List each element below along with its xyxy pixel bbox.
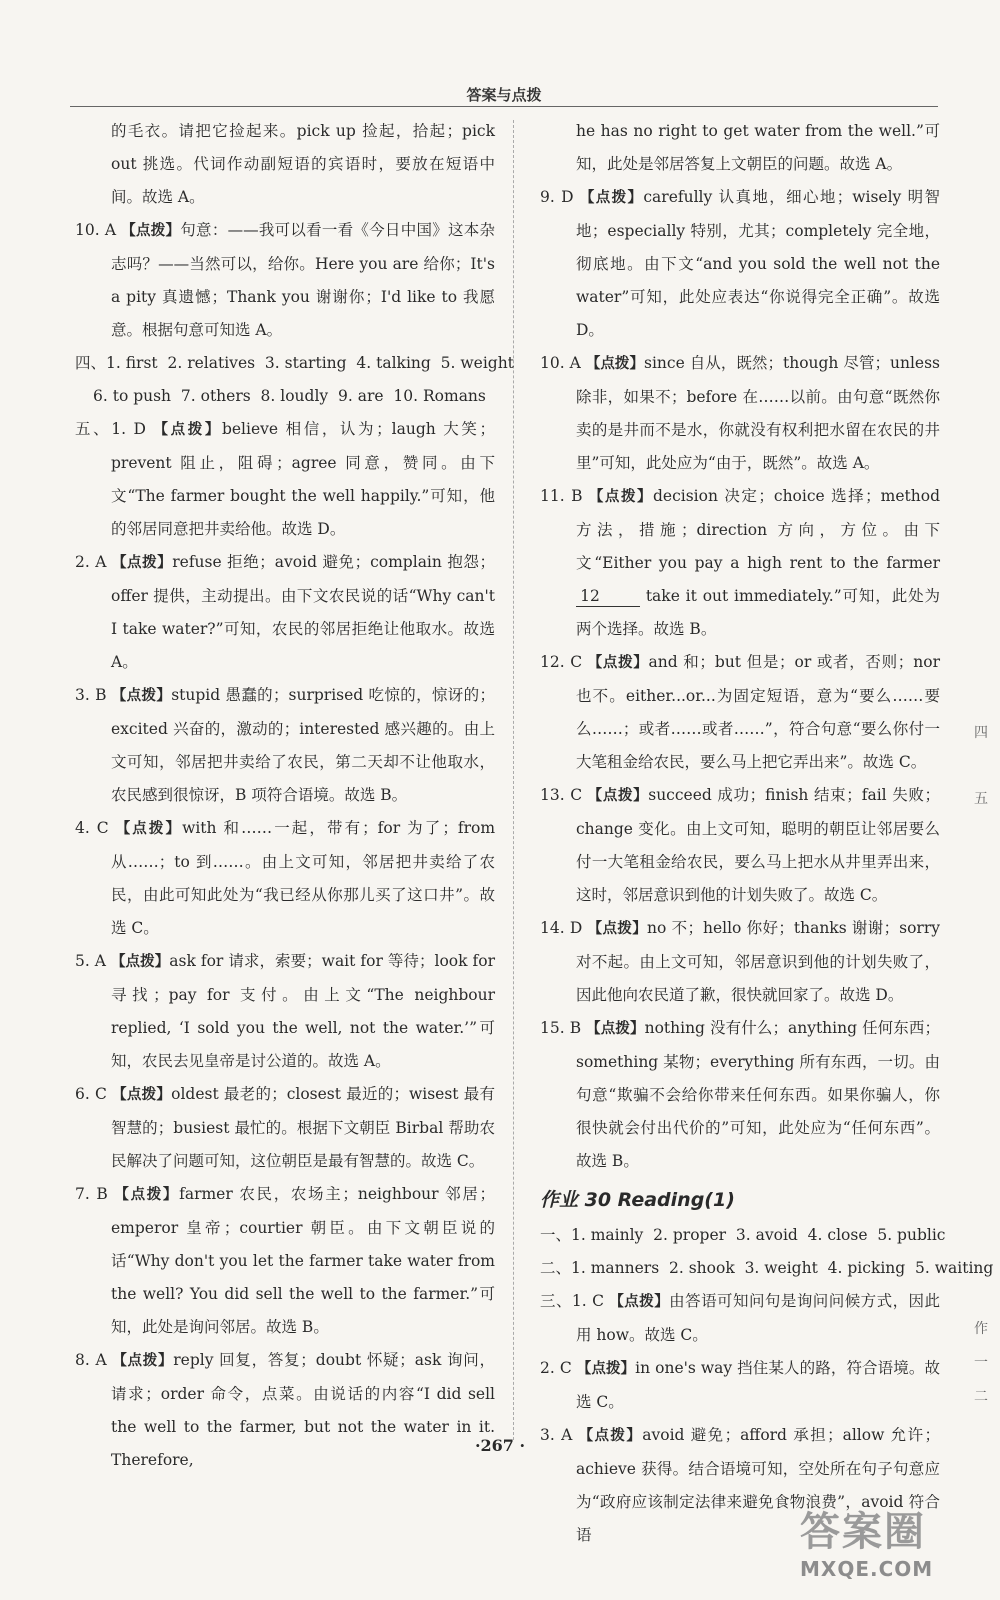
hint-tag: 【点拨】 [112, 1353, 174, 1369]
hint-tag: 【点拨】 [112, 1087, 172, 1103]
section-four-line-2: 6. to push 7. others 8. loudly 9. are 10. Romans [93, 387, 486, 405]
edge-char: 二 [974, 1389, 988, 1405]
answer-text-continued: take it out immediately.”可知，此处为两个选择。故选 B。 [576, 587, 940, 638]
answer-text: 由答语可知问句是询问问候方式，因此用 how。故选 C。 [576, 1292, 940, 1344]
answer-number: 6. C [75, 1085, 107, 1103]
answer-number: 9. D [540, 188, 574, 206]
answer-number: 8. A [75, 1351, 107, 1369]
section-one-line: 一、1. mainly 2. proper 3. avoid 4. close 5. public [540, 1226, 946, 1244]
hint-tag: 【点拨】 [111, 555, 173, 571]
right-column [540, 115, 994, 1552]
hint-tag: 【点拨】 [578, 1428, 643, 1444]
answer-number: 5. A [75, 952, 106, 970]
hint-tag: 【点拨】 [585, 356, 645, 372]
answer-number: 14. D [540, 919, 583, 937]
answer-text: decision 决定；choice 选择；method 方法，措施；direction 方向，方位。由下文“Either you pay a high rent to the farmer [576, 487, 940, 572]
answer-item [540, 1285, 940, 1352]
answer-item [540, 347, 940, 480]
edge-char: 四 [974, 725, 988, 741]
answer-text: believe 相信，认为；laugh 大笑；prevent 阻止，阻碍；agree 同意，赞同。由下文“The farmer bought the well happily.”可知，他的邻居同意把井卖给他。故选 D。 [111, 420, 495, 538]
answer-text: 句意：——我可以看一看《今日中国》这本杂志吗？——当然可以，给你。Here you are 给你；It's a pity 真遗憾；Thank you 谢谢你；I'd like to 我愿意。根据句意可知选 A。 [111, 221, 495, 339]
hint-tag: 【点拨】 [111, 688, 172, 704]
section-four-line-1: 四、1. first 2. relatives 3. starting 4. talking 5. weight [75, 354, 514, 372]
answer-text: oldest 最老的；closest 最近的；wisest 最有智慧的；busiest 最忙的。根据下文朝臣 Birbal 帮助农民解决了问题可知，这位朝臣是最有智慧的。故选 C。 [111, 1085, 496, 1170]
answer-number: 五、1. D [75, 420, 146, 438]
column-divider [513, 120, 515, 1440]
edge-char: 作 [974, 1321, 988, 1337]
answer-text: and 和；but 但是；or 或者，否则；nor 也不。either...or...为固定短语，意为“要么……要么……；或者……或者……”，符合句意“要么你付一大笔租金给农民，要么马上把它弄出来”。故选 C。 [576, 653, 940, 771]
answer-number: 11. B [540, 487, 583, 505]
edge-char: 五 [974, 791, 988, 807]
hint-tag: 【点拨】 [587, 921, 648, 937]
watermark-top: 答案圈 [800, 1509, 926, 1555]
answer-item [540, 912, 940, 1012]
answer-text: in one's way 挡住某人的路，符合语境。故选 C。 [576, 1359, 940, 1411]
answer-item [75, 1078, 495, 1178]
answer-item [540, 1352, 940, 1419]
answer-number: 12. C [540, 653, 583, 671]
answer-text: succeed 成功；finish 结束；fail 失败；change 变化。由上文可知，聪明的朝臣让邻居要么付一大笔租金给农民，要么马上把水从井里弄出来，这时，邻居意识到他的计划失败了。故选 C。 [576, 786, 940, 904]
adjacent-page-edge [968, 0, 1000, 1600]
answer-text: reply 回复，答复；doubt 怀疑；ask 询问，请求；order 命令，点菜。由说话的内容“I did sell the well to the farmer, but not the water in it. Therefore, [111, 1351, 495, 1469]
answer-text: carefully 认真地，细心地；wisely 明智地；especially 特别，尤其；completely 完全地，彻底地。由下文“and you sold the well not the water”可知，此处应表达“你说得完全正确”。故选 D。 [576, 188, 940, 339]
answer-item [75, 812, 495, 945]
hint-tag: 【点拨】 [153, 422, 222, 438]
answer-item [540, 1012, 940, 1178]
answer-text: nothing 没有什么；anything 任何东西；something 某物；everything 所有东西，一切。由句意“欺骗不会给你带来任何东西。如果你骗人，你很快就会付出代价的”可知，此处应为“任何东西”。故选 B。 [576, 1019, 941, 1170]
answer-number: 10. A [75, 221, 117, 239]
answer-number: 13. C [540, 786, 583, 804]
hint-tag: 【点拨】 [586, 1021, 645, 1037]
answer-number: 2. A [75, 553, 107, 571]
hint-tag: 【点拨】 [121, 223, 181, 239]
answer-number: 7. B [75, 1185, 108, 1203]
hint-tag: 【点拨】 [588, 489, 653, 505]
answer-number: 10. A [540, 354, 581, 372]
answer-item [540, 779, 940, 912]
answer-text: no 不；hello 你好；thanks 谢谢；sorry 对不起。由上文可知，邻居意识到他的计划失败了，因此他向农民道了歉，很快就回家了。故选 D。 [576, 919, 940, 1004]
hint-tag: 【点拨】 [110, 954, 170, 970]
hint-tag: 【点拨】 [587, 655, 649, 671]
page-number: ·267 · [474, 1436, 526, 1455]
answer-item [75, 679, 495, 812]
answer-continuation: he has no right to get water from the well.”可知，此处是邻居答复上文朝臣的问题。故选 A。 [576, 122, 940, 173]
answer-text: since 自从，既然；though 尽管；unless 除非，如果不；before 在……以前。由句意“既然你卖的是井而不是水，你就没有权利把水留在农民的井里”可知，此处应为“由于，既然”。故选 A。 [576, 354, 940, 472]
answer-continuation: 的毛衣。请把它捡起来。pick up 捡起，拾起；pick out 挑选。代词作动副短语的宾语时，要放在短语中间。故选 A。 [111, 122, 495, 206]
page-title: 答案与点拨 [466, 86, 542, 104]
edge-char: 一 [974, 1355, 988, 1371]
answer-item [540, 181, 940, 347]
answer-number: 2. C [540, 1359, 572, 1377]
answer-number: 3. A [540, 1426, 573, 1444]
answer-item [75, 1178, 495, 1344]
homework-title: 作业 30 Reading(1) [540, 1189, 735, 1211]
hint-tag: 【点拨】 [114, 1187, 180, 1203]
answer-number: 4. C [75, 819, 109, 837]
answer-text: ask for 请求，索要；wait for 等待；look for 寻找；pay for 支付。由上文“The neighbour replied, ‘I sold you the well, not the water.’”可知，农民去见皇帝是讨公道的。故选 A。 [111, 952, 495, 1070]
answer-item [75, 413, 495, 546]
answer-text: avoid 避免；afford 承担；allow 允许；achieve 获得。结合语境可知，空处所在句子句意应为“政府应该制定法律来避免食物浪费”，avoid 符合语 [576, 1426, 940, 1544]
hint-tag: 【点拨】 [609, 1294, 670, 1310]
watermark-bottom: MXQE.COM [800, 1557, 934, 1581]
answer-text: farmer 农民，农场主；neighbour 邻居；emperor 皇帝；courtier 朝臣。由下文朝臣说的话“Why don't you let the farmer take water from the well? You did sell the well to the farmer.”可知，此处是询问邻居。故选 B。 [111, 1185, 496, 1336]
answer-item [75, 945, 495, 1078]
hint-tag: 【点拨】 [579, 190, 644, 206]
answer-item [540, 480, 940, 646]
section-two-line: 二、1. manners 2. shook 3. weight 4. picking 5. waiting [540, 1259, 994, 1277]
answer-text: refuse 拒绝；avoid 避免；complain 抱怨；offer 提供，主动提出。由下文农民说的话“Why can't I take water?”可知，农民的邻居拒绝让他取水。故选 A。 [111, 553, 495, 671]
answer-text: stupid 愚蠢的；surprised 吃惊的，惊讶的；excited 兴奋的，激动的；interested 感兴趣的。由上文可知，邻居把井卖给了农民，第二天却不让他取水，农民感到很惊讶，B 项符合语境。故选 B。 [111, 686, 496, 804]
answer-number: 15. B [540, 1019, 582, 1037]
answer-number: 3. B [75, 686, 107, 704]
hint-tag: 【点拨】 [115, 821, 183, 837]
answer-item [75, 1344, 495, 1477]
answer-item [75, 546, 495, 679]
watermark-logo [800, 1500, 990, 1590]
answer-number: 三、1. C [540, 1292, 604, 1310]
hint-tag: 【点拨】 [587, 788, 649, 804]
blank-number: 12 [576, 586, 640, 607]
hint-tag: 【点拨】 [576, 1361, 636, 1377]
answer-item [540, 646, 940, 779]
answer-text: with 和……一起，带有；for 为了；from 从……；to 到……。由上文可知，邻居把井卖给了农民，由此可知此处为“我已经从你那儿买了这口井”。故选 C。 [111, 819, 496, 937]
page-header [70, 0, 938, 107]
answer-item [75, 214, 495, 347]
